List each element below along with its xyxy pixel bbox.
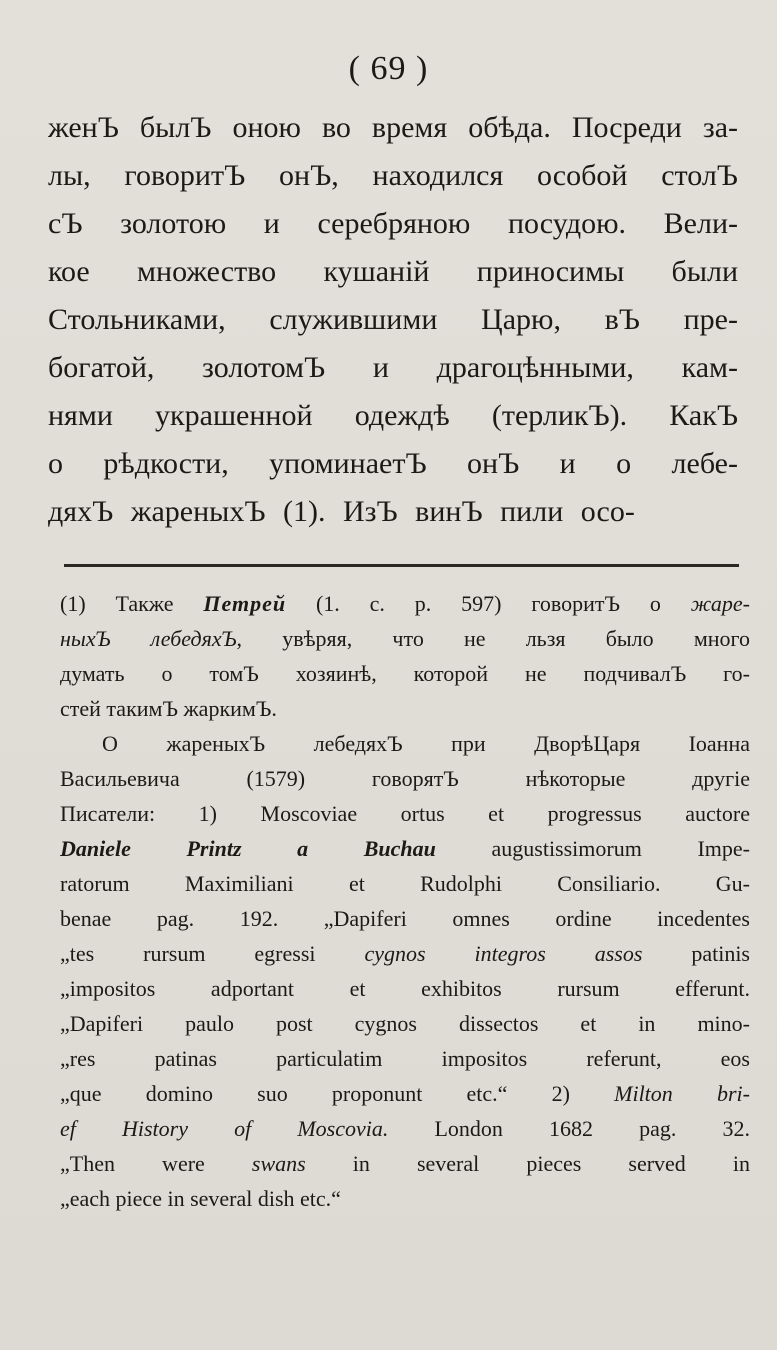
footnote-text: Васильевича (1579) говорятЪ нѣкоторые другіе xyxy=(60,766,750,791)
footnote-text: „Dapiferi paulo post cygnos dissectos et in mino- xyxy=(60,1011,750,1036)
footnote-line xyxy=(60,1181,750,1216)
footnote-text: patinis xyxy=(642,941,750,966)
footnote-line xyxy=(60,1111,750,1146)
footnote-emphasis: swans xyxy=(251,1151,306,1176)
footnote-text: London 1682 pag. 32. xyxy=(388,1116,750,1141)
footnote-emphasis: жаре- xyxy=(690,591,750,616)
footnote-text: ratorum Maximiliani et Rudolphi Consiliario. Gu- xyxy=(60,871,750,896)
main-text-line: кое множество кушаній приносимы были xyxy=(48,255,738,288)
footnote-line xyxy=(60,656,750,691)
footnote-author-name: Петрей xyxy=(203,591,287,616)
footnote-line xyxy=(60,1006,750,1041)
footnote-text: „Then were xyxy=(60,1151,252,1176)
main-text-line: о рѣдкости, упоминаетЪ онЪ и о лебе- xyxy=(48,447,738,480)
footnote-text: стей такимЪ жаркимЪ. xyxy=(60,696,277,721)
main-text-line: дяхЪ жареныхЪ (1). ИзЪ винЪ пили осо- xyxy=(48,495,635,528)
footnote-text: augustissimorum Impe- xyxy=(435,836,750,861)
footnote-text: in several pieces served in xyxy=(305,1151,750,1176)
footnote-line xyxy=(60,691,750,726)
footnote-emphasis: ef History of Moscovia. xyxy=(60,1116,389,1141)
footnote-line xyxy=(60,866,750,901)
footnote-text: „impositos adportant et exhibitos rursum efferunt. xyxy=(60,976,750,1001)
main-text-line: лы, говоритЪ онЪ, находился особой столЪ xyxy=(48,159,738,192)
footnote-text: (1. c. p. 597) говоритЪ о xyxy=(286,591,691,616)
footnote-text: (1) Также xyxy=(60,591,204,616)
footnote-emphasis: cygnos integros assos xyxy=(364,941,643,966)
footnote-line xyxy=(60,1041,750,1076)
footnote-text: „each piece in several dish etc.“ xyxy=(60,1186,341,1211)
footnote-line xyxy=(60,796,750,831)
main-text-line: богатой, золотомЪ и драгоцѣнными, кам- xyxy=(48,351,738,384)
footnote-text: Писатели: 1) Moscoviae ortus et progressus auctore xyxy=(60,801,750,826)
footnote-line xyxy=(60,831,750,866)
page-number: ( 69 ) xyxy=(348,50,429,87)
footnote-line xyxy=(60,621,750,656)
main-text xyxy=(48,104,738,536)
footnote-line xyxy=(60,726,750,761)
footnote-text: О жареныхЪ лебедяхЪ при ДворѣЦаря Іоанна xyxy=(102,731,750,756)
footnote-emphasis: ныхЪ лебедяхЪ xyxy=(60,626,237,651)
footnote-text: „tes rursum egressi xyxy=(60,941,365,966)
footnote-line xyxy=(60,761,750,796)
main-text-line: нями украшенной одеждѣ (терликЪ). КакЪ xyxy=(48,399,738,432)
main-text-line: Стольниками, служившими Царю, вЪ пре- xyxy=(48,303,738,336)
footnote-text: , увѣряя, что не льзя было много xyxy=(236,626,750,651)
main-text-line: сЪ золотою и серебряною посудою. Вели- xyxy=(48,207,738,240)
footnote-text: benae pag. 192. „Dapiferi omnes ordine incedentes xyxy=(60,906,750,931)
footnote-line xyxy=(60,936,750,971)
footnote-line xyxy=(60,1146,750,1181)
footnote-emphasis: Milton bri- xyxy=(614,1081,750,1106)
footnote-line xyxy=(60,901,750,936)
footnote-text: думать о томЪ хозяинѣ, которой не подчивалЪ го- xyxy=(60,661,750,686)
footnote-text: „que domino suo proponunt etc.“ 2) xyxy=(60,1081,615,1106)
footnote-line xyxy=(60,586,750,621)
main-text-line: женЪ былЪ оною во время обѣда. Посреди за- xyxy=(48,111,738,144)
footnote-text: „res patinas particulatim impositos referunt, eos xyxy=(60,1046,750,1071)
footnote-emphasis: Daniele Printz a Buchau xyxy=(60,836,436,861)
footnote-divider xyxy=(64,564,739,567)
footnote-line xyxy=(60,1076,750,1111)
footnote-block xyxy=(60,586,750,1216)
footnote-line xyxy=(60,971,750,1006)
